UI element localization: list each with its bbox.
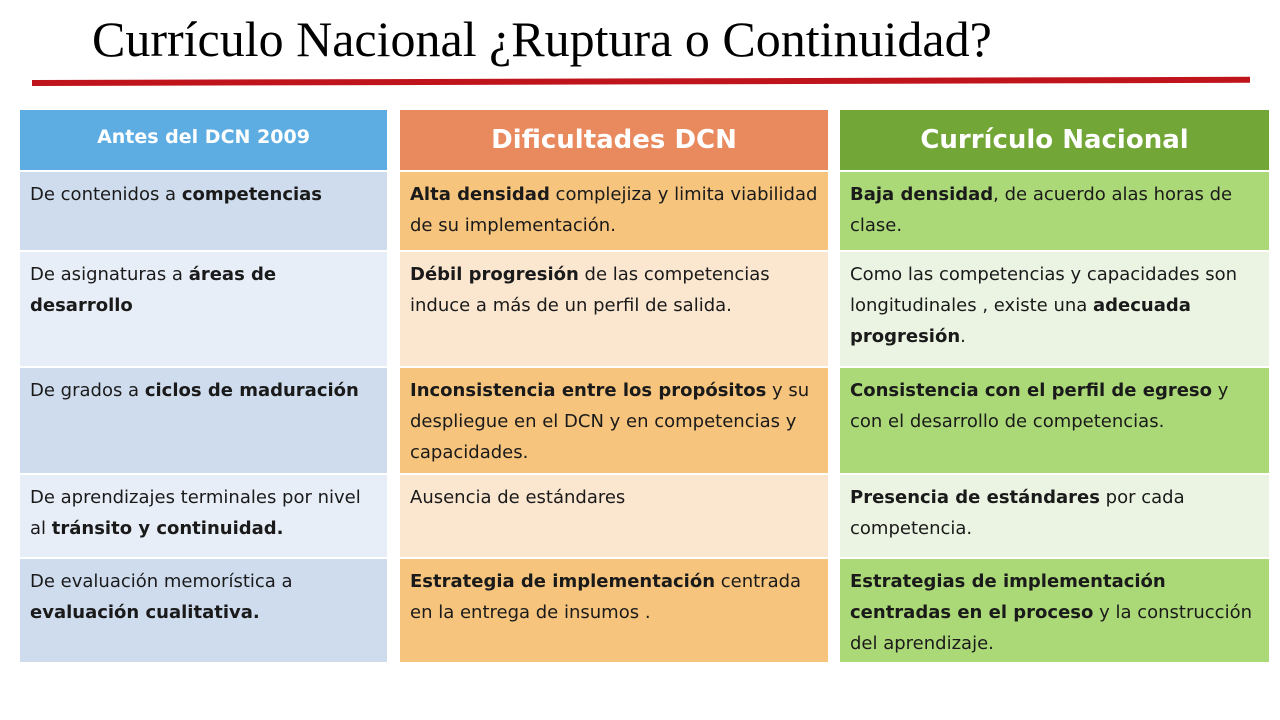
cell-text-bold: competencias bbox=[181, 184, 323, 205]
table-cell bbox=[840, 170, 1269, 250]
table-cell bbox=[840, 250, 1269, 366]
cell-text-bold: Presencia de estándares bbox=[850, 487, 1100, 508]
cell-text-bold: Estrategia de implementación bbox=[410, 571, 716, 592]
cell-text-bold: áreas de desarrollo bbox=[30, 264, 277, 316]
cell-text: por cada competencia. bbox=[850, 487, 1185, 539]
cell-text: De evaluación memorística a bbox=[30, 571, 293, 592]
table-cell bbox=[400, 473, 828, 557]
cell-text: y la construcción del aprendizaje. bbox=[850, 602, 1252, 654]
cell-text: de las competencias induce a más de un perfil de salida. bbox=[410, 264, 770, 316]
column-antes-dcn-2009 bbox=[20, 110, 387, 662]
table-cell bbox=[840, 473, 1269, 557]
table-cell bbox=[840, 557, 1269, 662]
table-cell bbox=[20, 170, 387, 250]
cell-text: De contenidos a bbox=[30, 184, 182, 205]
column-header: Dificultades DCN bbox=[400, 110, 828, 170]
cell-text-bold: Inconsistencia entre los propósitos bbox=[410, 380, 767, 401]
cell-text-bold: Alta densidad bbox=[410, 184, 550, 205]
table-cell bbox=[400, 366, 828, 473]
cell-text: De asignaturas a bbox=[30, 264, 189, 285]
table-cell bbox=[400, 557, 828, 662]
title-underline bbox=[32, 77, 1250, 86]
table-cell bbox=[20, 473, 387, 557]
column-header: Antes del DCN 2009 bbox=[20, 110, 387, 170]
cell-text-bold: Baja densidad bbox=[850, 184, 994, 205]
table-cell bbox=[400, 250, 828, 366]
slide-title: Currículo Nacional ¿Ruptura o Continuidad? bbox=[92, 11, 992, 67]
column-curriculo-nacional bbox=[840, 110, 1269, 662]
cell-text: y con el desarrollo de competencias. bbox=[850, 380, 1229, 432]
cell-text-bold: ciclos de maduración bbox=[144, 380, 359, 401]
table-cell bbox=[20, 250, 387, 366]
cell-text-bold: adecuada progresión bbox=[850, 295, 1191, 347]
column-dificultades-dcn bbox=[400, 110, 828, 662]
cell-text: complejiza y limita viabilidad de su implementación. bbox=[410, 184, 818, 236]
table-cell bbox=[20, 366, 387, 473]
cell-text-bold: tránsito y continuidad. bbox=[51, 518, 284, 539]
cell-text: centrada en la entrega de insumos . bbox=[410, 571, 802, 623]
cell-text: . bbox=[960, 326, 966, 347]
cell-text: y su despliegue en el DCN y en competencias y capacidades. bbox=[410, 380, 810, 463]
cell-text: Ausencia de estándares bbox=[410, 487, 626, 508]
table-cell bbox=[400, 170, 828, 250]
cell-text-bold: Estrategias de implementación centradas en el proceso bbox=[850, 571, 1166, 623]
cell-text: De aprendizajes terminales por nivel al bbox=[30, 487, 361, 539]
cell-text: De grados a bbox=[30, 380, 145, 401]
cell-text-bold: Consistencia con el perfil de egreso bbox=[850, 380, 1212, 401]
cell-text: Como las competencias y capacidades son longitudinales , existe una bbox=[850, 264, 1237, 316]
cell-text-bold: Débil progresión bbox=[410, 264, 579, 285]
cell-text-bold: evaluación cualitativa. bbox=[30, 602, 260, 623]
table-cell bbox=[840, 366, 1269, 473]
table-cell bbox=[20, 557, 387, 662]
column-header: Currículo Nacional bbox=[840, 110, 1269, 170]
cell-text: , de acuerdo alas horas de clase. bbox=[850, 184, 1233, 236]
